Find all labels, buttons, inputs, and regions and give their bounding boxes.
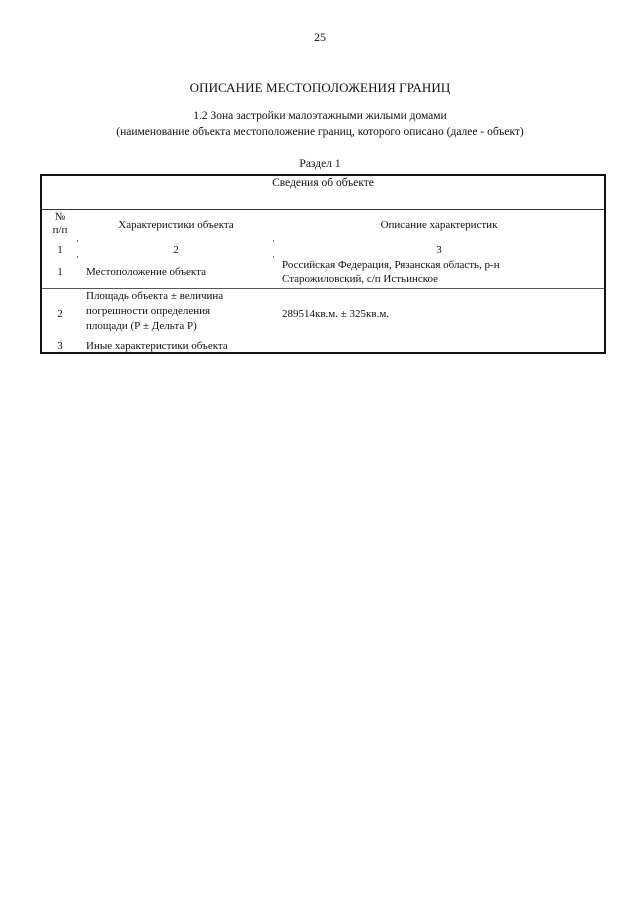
page-number: 25 — [314, 30, 326, 44]
header-description: Описание характеристик — [380, 219, 498, 231]
row-description — [274, 258, 604, 288]
object-info-table — [40, 174, 606, 354]
description-line: Российская Федерация, Рязанская область, р-н — [282, 259, 500, 271]
row-number: 3 — [57, 340, 63, 352]
row-number: 2 — [57, 308, 63, 320]
column-index-2: 2 — [173, 244, 179, 256]
column-separator-mark — [273, 256, 274, 258]
section-label: Раздел 1 — [299, 158, 341, 170]
row-characteristic: Местоположение объекта — [86, 266, 206, 278]
column-separator-mark — [77, 240, 78, 242]
row-number: 1 — [57, 266, 63, 278]
column-index-row — [42, 242, 604, 258]
header-characteristics: Характеристики объекта — [118, 219, 234, 231]
column-separator-mark — [273, 240, 274, 242]
column-separator-mark — [77, 256, 78, 258]
characteristic-line: площади (Р ± Дельта Р) — [86, 320, 197, 332]
table-row — [42, 339, 604, 354]
row-characteristic: Иные характеристики объекта — [86, 340, 228, 352]
row-description: 289514кв.м. ± 325кв.м. — [282, 308, 390, 320]
column-index-1: 1 — [57, 244, 63, 256]
characteristic-line: Площадь объекта ± величина — [86, 290, 224, 302]
row-description — [274, 339, 604, 354]
header-number-symbol: № — [54, 211, 66, 223]
description-line: Старожиловский, с/п Истьинское — [282, 273, 439, 285]
document-title: ОПИСАНИЕ МЕСТОПОЛОЖЕНИЯ ГРАНИЦ — [189, 80, 451, 95]
row-characteristic — [78, 289, 274, 339]
table-caption: Сведения об объекте — [272, 177, 374, 189]
table-row — [42, 289, 604, 339]
zone-note: (наименование объекта местоположение границ, которого описано (далее - объект) — [116, 126, 524, 138]
header-number — [42, 210, 78, 243]
header-number-abbr: п/п — [52, 224, 68, 236]
characteristic-line: погрешности определения — [86, 305, 211, 317]
column-index-3: 3 — [436, 244, 442, 256]
table-header-row — [42, 209, 604, 243]
table-row — [42, 258, 604, 289]
zone-name: 1.2 Зона застройки малоэтажными жилыми домами — [193, 110, 447, 122]
